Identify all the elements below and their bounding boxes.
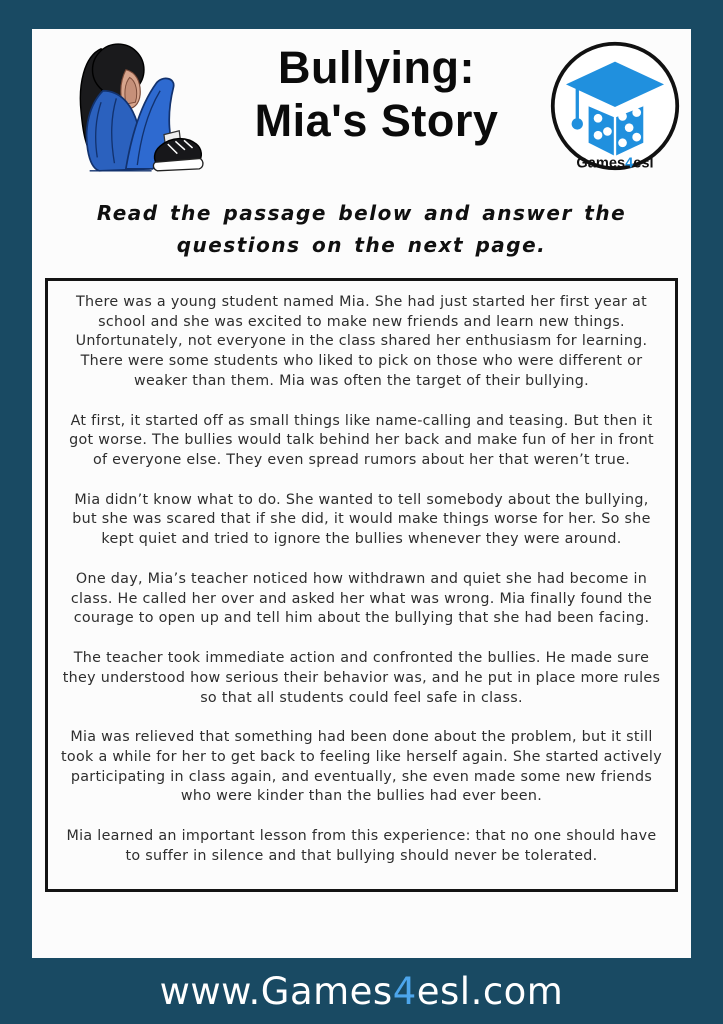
passage-paragraph: There was a young student named Mia. She had just started her first year at school and she was excited to make new friends and learn new things. Unfortunately, not everyone in the class shared her enthusiasm for learning. There were some students who liked to pick on those who were different or weaker than them. Mia was often the target of their bullying. (75, 294, 648, 389)
passage-box (45, 278, 678, 892)
passage-paragraph: One day, Mia’s teacher noticed how withdrawn and quiet she had become in class. He called her over and asked her what was wrong. Mia finally found the courage to open up and tell him about the bullying that she had been facing. (70, 570, 653, 627)
sad-student-illustration (42, 35, 204, 177)
passage-paragraph: The teacher took immediate action and confronted the bullies. He made sure they understood how serious their behavior was, and he put in place more rules so that all students could feel safe in class. (62, 650, 661, 706)
logo-wordmark: Games4esl (576, 155, 654, 172)
passage-paragraph: Mia didn’t know what to do. She wanted to tell somebody about the bullying, but she was scared that if she did, it would make things worse for her. So she kept quiet and tried to ignore the bullies whenever they were around. (72, 491, 651, 548)
worksheet-page (32, 29, 691, 958)
passage-paragraph: Mia learned an important lesson from this experience: that no one should have to suffer in silence and that bullying should never be tolerated. (66, 828, 657, 864)
games4esl-logo (549, 37, 681, 175)
passage-paragraph: Mia was relieved that something had been done about the problem, but it still took a while for her to get back to feeling like herself again. She started actively participating in class again, and eventually, she even made some new friends who were kinder than the bullies had ever been. (61, 729, 662, 805)
passage-paragraph: At first, it started off as small things like name-calling and teasing. But then it got worse. The bullies would talk behind her back and make fun of her in front of everyone else. They even spread rumors about her that weren’t true. (69, 412, 654, 469)
page-title (204, 33, 549, 147)
instruction-text: Read the passage below and answer the questions on the next page. (96, 201, 627, 257)
footer-url: www.Games4esl.com (159, 969, 564, 1013)
page-title-line2: Mia's Story (254, 95, 499, 147)
page-title-line1: Bullying: (278, 42, 475, 93)
footer (0, 958, 723, 1024)
header (42, 33, 681, 181)
